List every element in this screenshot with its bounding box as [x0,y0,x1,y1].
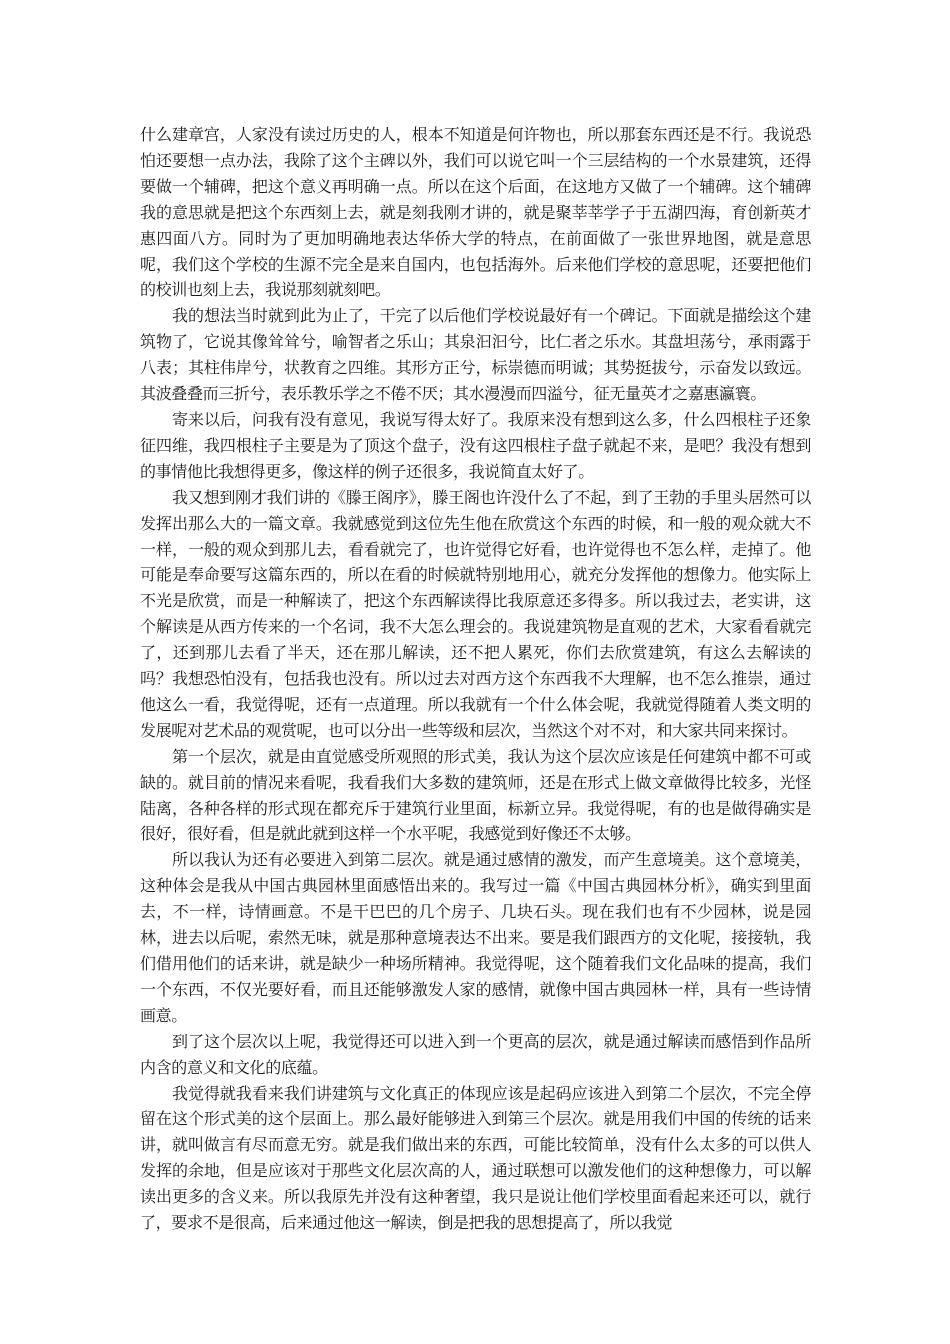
body-text [140,122,811,1236]
paragraph-3: 寄来以后，问我有没有意见，我说写得太好了。我原来没有想到这么多，什么四根柱子还象征四维，我四根柱子主要是为了顶这个盘子，没有这四根柱子盘子就起不来，是吧？我没有想到的事情他比我想得更多，像这样的例子还很多，我说简直太好了。 [140,409,811,481]
paragraph-4: 我又想到刚才我们讲的《滕王阁序》，滕王阁也许没什么了不起，到了王勃的手里头居然可以发挥出那么大的一篇文章。我就感觉到这位先生他在欣赏这个东西的时候，和一般的观众就大不一样，一般的观众到那儿去，看看就完了，也许觉得它好看，也许觉得也不怎么样，走掉了。他可能是奉命要写这篇东西的，所以在看的时候就特别地用心，就充分发挥他的想像力。他实际上不光是欣赏，而是一种解读了，把这个东西解读得比我原意还多得多。所以我过去，老实讲，这个解读是从西方传来的一个名词，我不大怎么理会的。我说建筑物是直观的艺术，大家看看就完了，还到那儿去看了半天，还在那儿解读，还不把人累死，你们去欣赏建筑，有这么去解读的吗？我想恐怕没有，包括我也没有。所以过去对西方这个东西我不大理解，也不怎么推崇，通过他这么一看，我觉得呢，还有一点道理。所以我就有一个什么体会呢，我就觉得随着人类文明的发展呢对艺术品的观赏呢，也可以分出一些等级和层次，当然这个对不对，和大家共同来探讨。 [140,487,811,740]
paragraph-1: 什么建章宫，人家没有读过历史的人，根本不知道是何许物也，所以那套东西还是不行。我说恐怕还要想一点办法，我除了这个主碑以外，我们可以说它叫一个三层结构的一个水景建筑，还得要做一个辅碑，把这个意义再明确一点。所以在这个后面，在这地方又做了一个辅碑。这个辅碑我的意思就是把这个东西刻上去，就是刻我刚才讲的，就是聚莘莘学子于五湖四海，育创新英才惠四面八方。同时为了更加明确地表达华侨大学的特点，在前面做了一张世界地图，就是意思呢，我们这个学校的生源不完全是来自国内，也包括海外。后来他们学校的意思呢，还要把他们的校训也刻上去，我说那刻就刻吧。 [140,125,811,300]
paragraph-5: 第一个层次，就是由直觉感受所观照的形式美，我认为这个层次应该是任何建筑中都不可或缺的。就目前的情况来看呢，我看我们大多数的建筑师，还是在形式上做文章做得比较多，光怪陆离，各种各样的形式现在都充斥于建筑行业里面，标新立异。我觉得呢，有的也是做得确实是很好，很好看，但是就此就到这样一个水平呢，我感觉到好像还不太够。 [140,746,811,844]
paragraph-6: 所以我认为还有必要进入到第二层次。就是通过感情的激发，而产生意境美。这个意境美，这种体会是我从中国古典园林里面感悟出来的。我写过一篇《中国古典园林分析》，确实到里面去，不一样，诗情画意。不是干巴巴的几个房子、几块石头。现在我们也有不少园林，说是园林，进去以后呢，索然无味，就是那种意境表达不出来。要是我们跟西方的文化呢，接接轨，我们借用他们的话来讲，就是缺少一种场所精神。我觉得呢，这个随着我们文化品味的提高，我们一个东西，不仅光要好看，而且还能够激发人家的感情，就像中国古典园林一样，具有一些诗情画意。 [140,850,811,1025]
paragraph-2: 我的想法当时就到此为止了，干完了以后他们学校说最好有一个碑记。下面就是描绘这个建筑物了，它说其像耸耸兮，喻智者之乐山；其泉汩汩兮，比仁者之乐水。其盘坦荡兮，承雨露于八表；其柱伟岸兮，状教育之四维。其形方正兮，标崇德而明诚；其势挺拔兮，示奋发以致远。其波叠叠而三折兮，表乐教乐学之不倦不厌；其水漫漫而四溢兮，征无量英才之嘉惠瀛寰。 [140,306,811,404]
paragraph-7: 到了这个层次以上呢，我觉得还可以进入到一个更高的层次，就是通过解读而感悟到作品所内含的意义和文化的底蕴。 [140,1031,811,1077]
paragraph-8: 我觉得就我看来我们讲建筑与文化真正的体现应该是起码应该进入到第二个层次，不完全停留在这个形式美的这个层面上。那么最好能够进入到第三个层次。就是用我们中国的传统的话来讲，就叫做言有尽而意无穷。就是我们做出来的东西，可能比较简单，没有什么太多的可以供人发挥的余地，但是应该对于那些文化层次高的人，通过联想可以激发他们的这种想像力，可以解读出更多的含义来。所以我原先并没有这种奢望，我只是说让他们学校里面看起来还可以，就行了，要求不是很高，后来通过他这一解读，倒是把我的思想提高了，所以我觉 [140,1083,811,1233]
